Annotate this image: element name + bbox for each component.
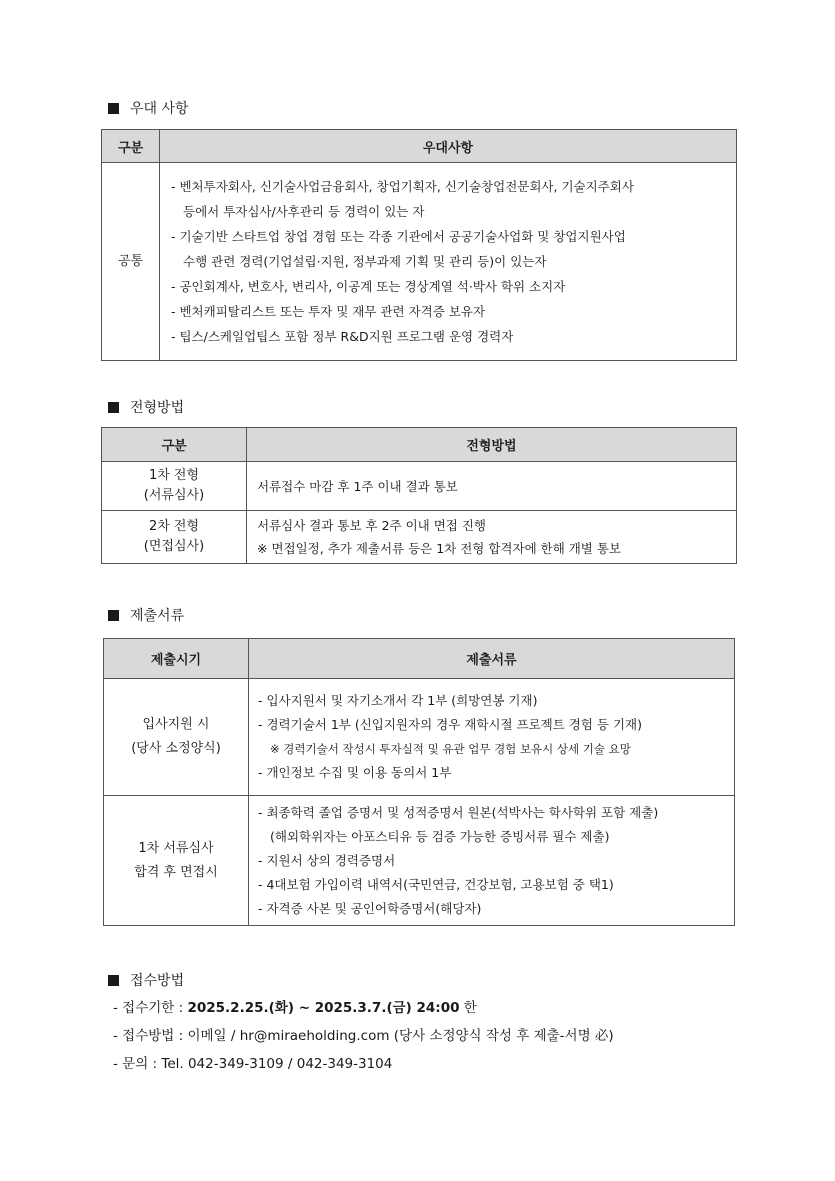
section-title-text: 접수방법 xyxy=(130,973,185,989)
list-item: 수행 관련 경력(기업설립·지원, 정부과제 기획 및 관리 등)이 있는자 xyxy=(183,254,547,269)
category-cell: 공통 xyxy=(102,163,160,361)
preferences-content xyxy=(160,163,737,361)
deadline-suffix: 한 xyxy=(459,1000,477,1016)
list-item: - 자격증 사본 및 공인어학증명서(해당자) xyxy=(258,900,482,916)
contact-line: - 문의 : Tel. 042-349-3109 / 042-349-3104 xyxy=(113,1056,393,1072)
stage-cell xyxy=(102,511,247,564)
documents-table xyxy=(103,638,735,926)
list-item: - 4대보험 가입이력 내역서(국민연금, 건강보험, 고용보험 중 택1) xyxy=(258,876,614,892)
table-row xyxy=(102,511,737,564)
deadline-value: 2025.2.25.(화) ~ 2025.3.7.(금) 24:00 xyxy=(187,1000,460,1016)
documents-content xyxy=(249,796,735,926)
table-header: 구분 xyxy=(102,428,247,462)
preferences-table xyxy=(101,129,737,361)
list-item: ※ 면접일정, 추가 제출서류 등은 1차 전형 합격자에 한해 개별 통보 xyxy=(257,541,622,556)
list-item: 서류접수 마감 후 1주 이내 결과 통보 xyxy=(257,478,458,494)
table-header: 제출시기 xyxy=(104,639,249,679)
square-bullet-icon xyxy=(108,975,119,986)
section-title-reception xyxy=(108,970,184,990)
table-row xyxy=(102,462,737,511)
deadline-label: - 접수기한 : xyxy=(113,1000,188,1016)
when-sub: (당사 소정양식) xyxy=(131,741,221,756)
deadline-line xyxy=(113,996,477,1016)
table-header: 전형방법 xyxy=(247,428,737,462)
table-header: 제출서류 xyxy=(249,639,735,679)
list-item: - 경력기술서 1부 (신입지원자의 경우 재학시절 프로젝트 경험 등 기재) xyxy=(258,717,643,732)
list-item: - 팁스/스케일업팁스 포함 정부 R&D지원 프로그램 운영 경력자 xyxy=(171,329,514,344)
section-title-selection xyxy=(108,397,184,417)
table-row xyxy=(104,679,735,796)
section-title-documents xyxy=(108,605,184,625)
list-item: - 벤처캐피탈리스트 또는 투자 및 재무 관련 자격증 보유자 xyxy=(171,304,486,319)
list-item: - 벤처투자회사, 신기술사업금융회사, 창업기획자, 신기술창업전문회사, 기술지주회사 xyxy=(171,179,634,194)
list-item: (해외학위자는 아포스티유 등 검증 가능한 증빙서류 필수 제출) xyxy=(270,828,610,844)
list-item: - 지원서 상의 경력증명서 xyxy=(258,852,396,868)
stage-sub: (면접심사) xyxy=(143,539,205,554)
list-item: - 개인정보 수집 및 이용 동의서 1부 xyxy=(258,765,452,780)
section-title-text: 전형방법 xyxy=(130,400,185,416)
list-item: - 최종학력 졸업 증명서 및 성적증명서 원본(석박사는 학사학위 포함 제출) xyxy=(258,804,659,820)
table-header: 구분 xyxy=(102,130,160,163)
table-header: 우대사항 xyxy=(160,130,737,163)
when-cell xyxy=(104,796,249,926)
section-title-text: 제출서류 xyxy=(130,608,185,624)
stage-content xyxy=(247,462,737,511)
table-row xyxy=(104,796,735,926)
list-item: - 입사지원서 및 자기소개서 각 1부 (희망연봉 기재) xyxy=(258,693,538,708)
square-bullet-icon xyxy=(108,610,119,621)
when-sub: 합격 후 면접시 xyxy=(134,864,218,880)
list-item: ※ 경력기술서 작성시 투자실적 및 유관 업무 경험 보유시 상세 기술 요망 xyxy=(270,742,631,756)
selection-table xyxy=(101,427,737,564)
when-cell xyxy=(104,679,249,796)
stage-sub: (서류심사) xyxy=(143,488,205,503)
square-bullet-icon xyxy=(108,402,119,413)
when-label: 1차 서류심사 xyxy=(138,840,214,856)
stage-label: 1차 전형 xyxy=(148,468,200,483)
list-item: 등에서 투자심사/사후관리 등 경력이 있는 자 xyxy=(183,204,425,219)
method-line: - 접수방법 : 이메일 / hr@miraeholding.com (당사 소정양식 작성 후 제출-서명 必) xyxy=(113,1028,614,1044)
list-item: - 공인회계사, 변호사, 변리사, 이공계 또는 경상계열 석·박사 학위 소지자 xyxy=(171,279,566,294)
square-bullet-icon xyxy=(108,103,119,114)
stage-content xyxy=(247,511,737,564)
section-title-text: 우대 사항 xyxy=(130,101,189,117)
documents-content xyxy=(249,679,735,796)
stage-label: 2차 전형 xyxy=(148,519,200,534)
stage-cell xyxy=(102,462,247,511)
list-item: 서류심사 결과 통보 후 2주 이내 면접 진행 xyxy=(257,518,486,533)
list-item: - 기술기반 스타트업 창업 경험 또는 각종 기관에서 공공기술사업화 및 창업지원사업 xyxy=(171,229,626,244)
when-label: 입사지원 시 xyxy=(142,717,210,732)
section-title-preferences xyxy=(108,98,189,118)
